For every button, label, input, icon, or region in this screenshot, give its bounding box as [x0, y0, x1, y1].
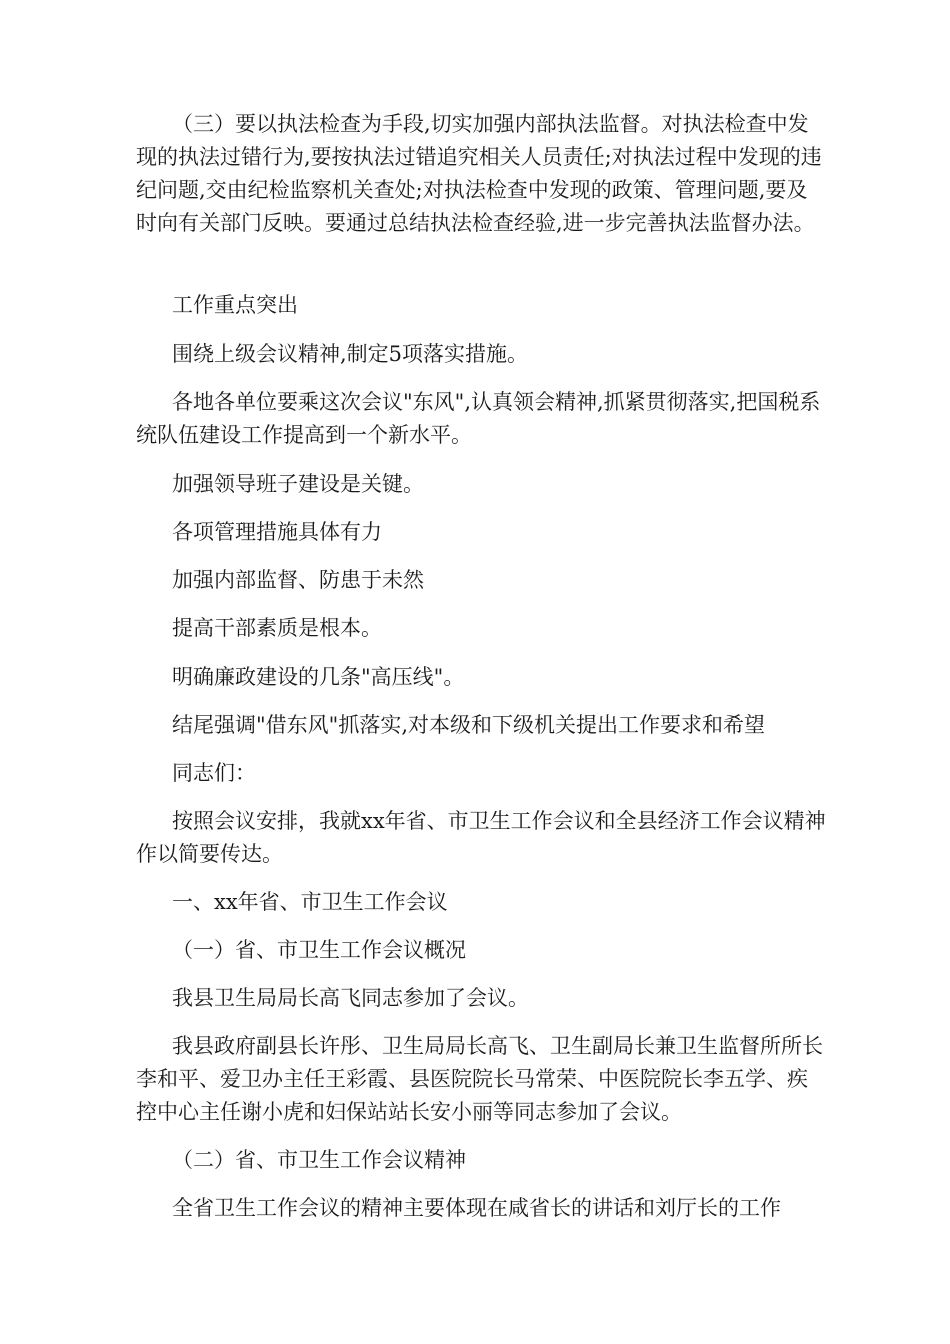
paragraph-attendees-list: 我县政府副县长许彤、卫生局局长高飞、卫生副局长兼卫生监督所所长李和平、爱卫办主任王彩霞、县医院院长马常荣、中医院院长李五学、疾控中心主任谢小虎和妇保站站长安小丽等同志参加了会议。	[136, 1034, 823, 1124]
heading-section-one: 一、xx年省、市卫生工作会议	[172, 890, 448, 914]
paragraph-provincial-spirit: 全省卫生工作会议的精神主要体现在咸省长的讲话和刘厅长的工作	[172, 1196, 781, 1220]
paragraph-leadership: 加强领导班子建设是关键。	[172, 472, 424, 496]
paragraph-internal-supervision: 加强内部监督、防患于未然	[172, 568, 424, 592]
paragraph-cadre-quality: 提高干部素质是根本。	[172, 616, 382, 640]
paragraph-salutation: 同志们：	[172, 761, 256, 785]
heading-subsection-one: （一）省、市卫生工作会议概况	[172, 938, 466, 962]
heading-subsection-two: （二）省、市卫生工作会议精神	[172, 1148, 466, 1172]
paragraph-work-focus: 工作重点突出	[172, 293, 298, 317]
paragraph-meeting-arrangement: 按照会议安排，我就xx年省、市卫生工作会议和全县经济工作会议精神作以简要传达。	[136, 809, 826, 866]
paragraph-management-measures: 各项管理措施具体有力	[172, 520, 382, 544]
paragraph-east-wind: 各地各单位要乘这次会议"东风",认真领会精神,抓紧贯彻落实,把国税系统队伍建设工作提高到一个新水平。	[136, 390, 821, 447]
paragraph-high-voltage-lines: 明确廉政建设的几条"高压线"。	[172, 665, 465, 689]
paragraph-conclusion: 结尾强调"借东风"抓落实,对本级和下级机关提出工作要求和希望	[172, 713, 765, 737]
paragraph-law-enforcement-supervision: （三）要以执法检查为手段,切实加强内部执法监督。对执法检查中发现的执法过错行为,要按执法过错追究相关人员责任;对执法过程中发现的违纪问题,交由纪检监察机关查处;对执法检查中发现的政策、管理问题,要及时向有关部门反映。要通过总结执法检查经验,进一步完善执法监督办法。	[136, 112, 822, 235]
paragraph-five-measures: 围绕上级会议精神,制定5项落实措施。	[172, 342, 529, 366]
paragraph-attendee-director: 我县卫生局局长高飞同志参加了会议。	[172, 986, 529, 1010]
